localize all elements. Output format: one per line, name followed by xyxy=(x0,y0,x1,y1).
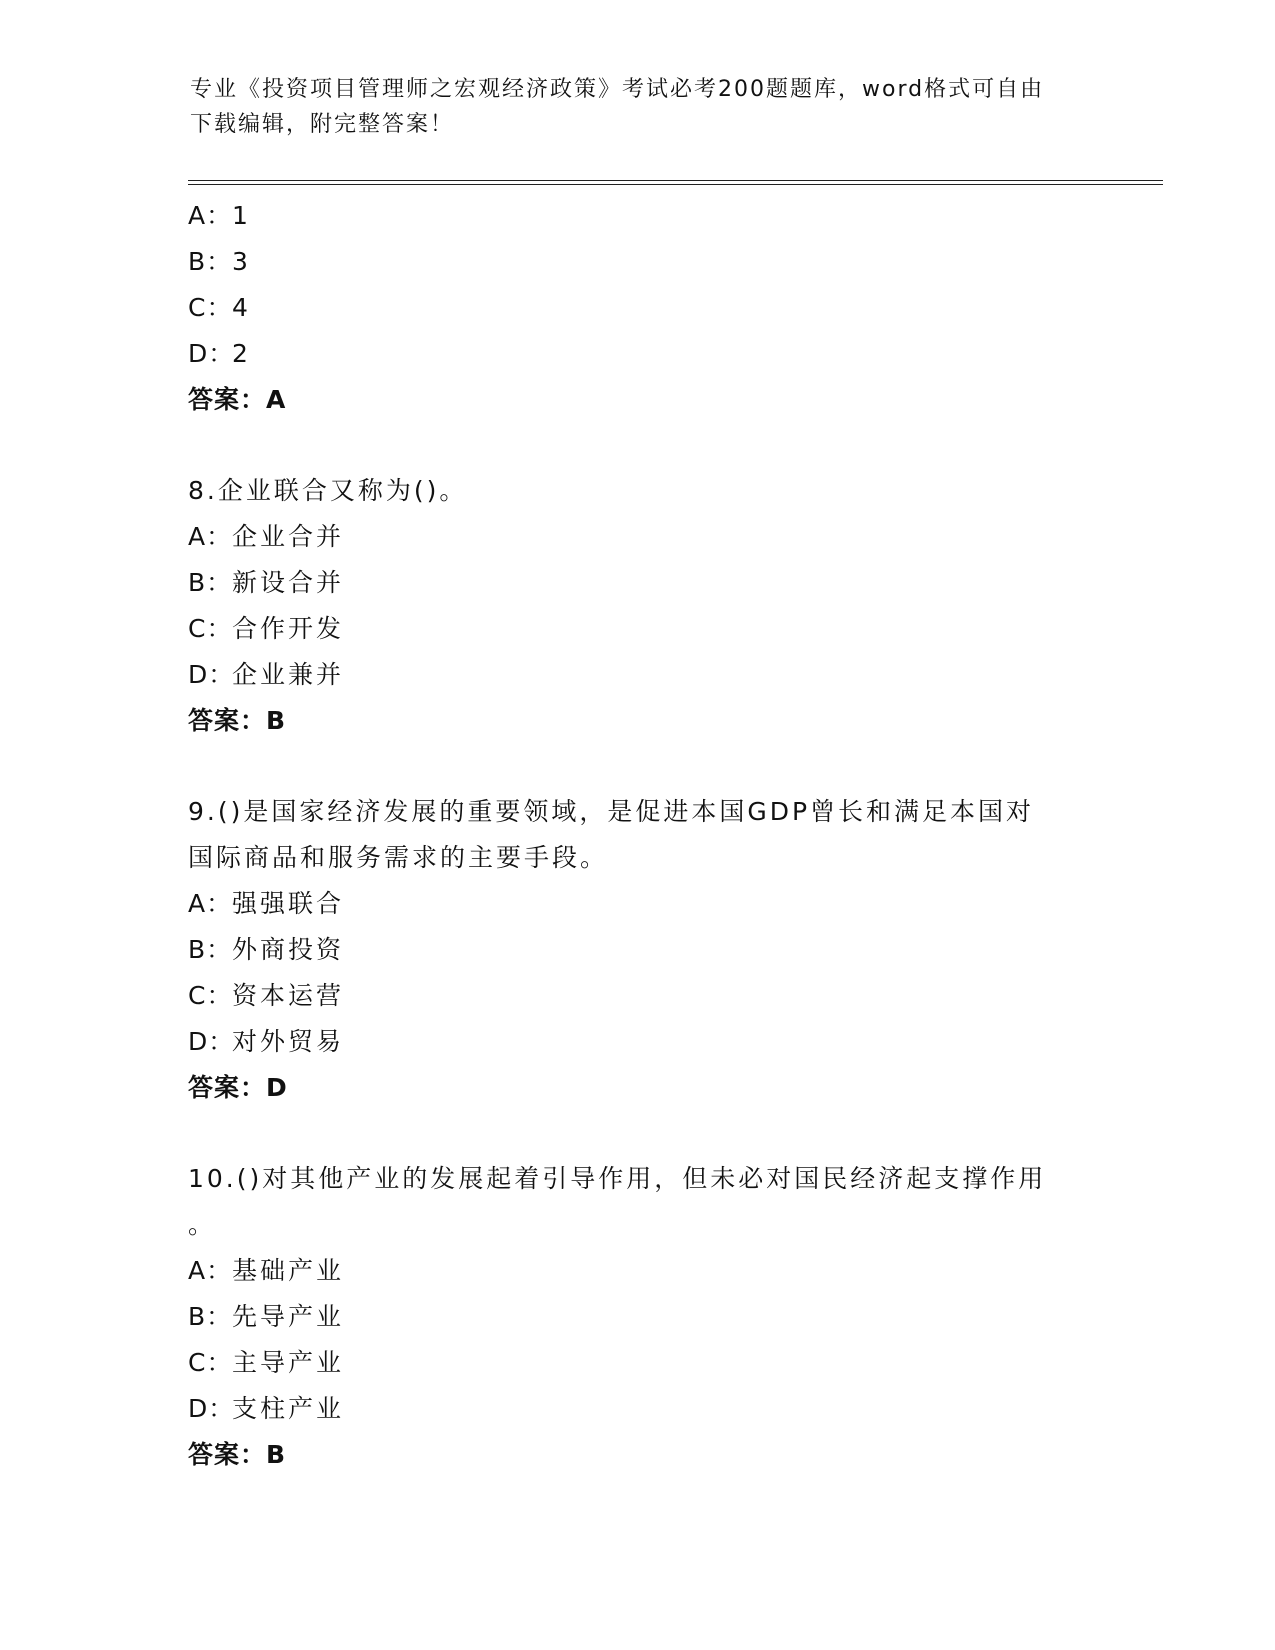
option-b: B：新设合并 xyxy=(188,568,345,597)
option-d: D：支柱产业 xyxy=(188,1394,345,1423)
header-line-2: 下载编辑，附完整答案！ xyxy=(190,112,455,137)
header-divider-top xyxy=(188,180,1163,181)
option-a: A：企业合并 xyxy=(188,522,345,551)
option-c: C：合作开发 xyxy=(188,614,345,643)
option-d: D：对外贸易 xyxy=(188,1027,345,1056)
header-divider-bottom xyxy=(188,184,1163,185)
question-list xyxy=(188,193,1088,1478)
option-a: A：强强联合 xyxy=(188,889,345,918)
answer-line: 答案：A xyxy=(188,385,287,414)
question-stem-line-2: 。 xyxy=(188,1210,217,1239)
option-d: D：企业兼并 xyxy=(188,660,345,689)
question-8 xyxy=(188,468,1088,744)
question-10 xyxy=(188,1156,1088,1478)
answer-line: 答案：B xyxy=(188,706,287,735)
answer-line: 答案：D xyxy=(188,1073,288,1102)
question-stem-line-2: 国际商品和服务需求的主要手段。 xyxy=(188,843,609,872)
option-a: A：基础产业 xyxy=(188,1256,345,1285)
option-c: C：资本运营 xyxy=(188,981,345,1010)
question-9 xyxy=(188,789,1088,1111)
question-stem: 8.企业联合又称为()。 xyxy=(188,476,468,505)
question-stem-line-1: 9.()是国家经济发展的重要领域，是促进本国GDP曾长和满足本国对 xyxy=(188,797,1035,826)
question-7-options xyxy=(188,193,1088,423)
option-a: A：1 xyxy=(188,201,251,230)
header-line-1: 专业《投资项目管理师之宏观经济政策》考试必考200题题库，word格式可自由 xyxy=(190,77,1045,102)
option-b: B：先导产业 xyxy=(188,1302,345,1331)
question-stem-line-1: 10.()对其他产业的发展起着引导作用，但未必对国民经济起支撑作用 xyxy=(188,1164,1047,1193)
option-c: C：4 xyxy=(188,293,251,322)
document-header xyxy=(190,72,1090,142)
option-d: D：2 xyxy=(188,339,251,368)
option-b: B：3 xyxy=(188,247,251,276)
option-c: C：主导产业 xyxy=(188,1348,345,1377)
option-b: B：外商投资 xyxy=(188,935,345,964)
answer-line: 答案：B xyxy=(188,1440,287,1469)
